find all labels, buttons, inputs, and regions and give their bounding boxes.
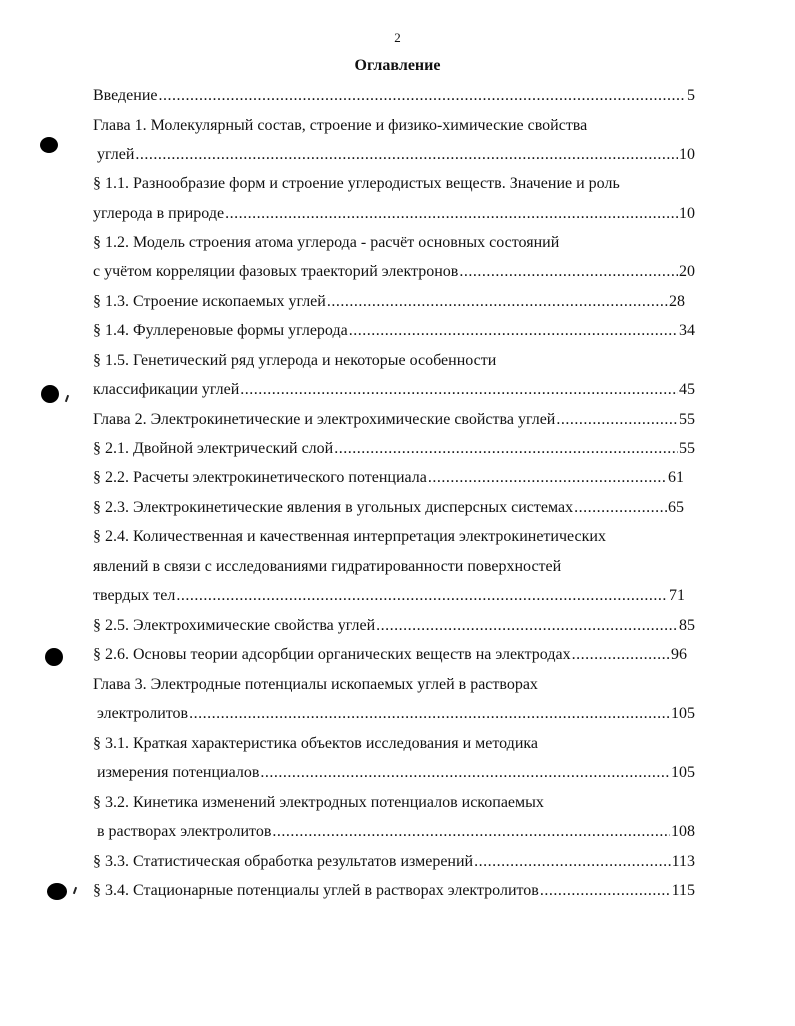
toc-section-1-5-heading bbox=[93, 350, 695, 372]
toc-entry-page: 96 bbox=[671, 646, 687, 663]
scan-mark bbox=[65, 395, 69, 402]
toc-section-3-3 bbox=[93, 851, 695, 873]
toc-entry-text: § 2.1. Двойной электрический слой bbox=[93, 440, 334, 457]
toc-entry-page: 10 bbox=[679, 205, 695, 222]
toc-entry-text: § 3.2. Кинетика изменений электродных потенциалов ископаемых bbox=[93, 794, 544, 811]
dot-leader bbox=[159, 85, 687, 107]
dot-leader bbox=[574, 497, 667, 519]
toc-chapter-1-page-line bbox=[97, 144, 695, 166]
toc-chapter-1-heading bbox=[93, 115, 695, 137]
page-title: Оглавление bbox=[354, 57, 441, 74]
toc-entry-text: Глава 2. Электрокинетические и электрохимические свойства углей bbox=[93, 411, 556, 428]
dot-leader bbox=[272, 821, 670, 843]
toc-entry-text: в растворах электролитов bbox=[97, 823, 272, 840]
toc-chapter-3-page-line bbox=[97, 703, 695, 725]
toc-section-2-4-page-line bbox=[93, 585, 685, 607]
toc-entry-page: 71 bbox=[669, 587, 685, 604]
binder-hole-mark bbox=[47, 883, 67, 900]
toc-entry-text: явлений в связи с исследованиями гидратированности поверхностей bbox=[93, 558, 562, 575]
dot-leader bbox=[327, 291, 668, 313]
toc-entry-page: 65 bbox=[668, 499, 684, 516]
dot-leader bbox=[260, 762, 670, 784]
toc-section-1-1-heading bbox=[93, 173, 695, 195]
dot-leader bbox=[572, 644, 670, 666]
toc-entry-text: § 2.3. Электрокинетические явления в угольных дисперсных системах bbox=[93, 499, 574, 516]
dot-leader bbox=[556, 409, 678, 431]
page-number: 2 bbox=[394, 30, 401, 45]
toc-entry-text: § 1.2. Модель строения атома углерода - расчёт основных состояний bbox=[93, 234, 560, 251]
toc-entry-text: § 1.5. Генетический ряд углерода и некоторые особенности bbox=[93, 352, 497, 369]
toc-entry-page: 113 bbox=[671, 853, 695, 870]
dot-leader bbox=[376, 615, 678, 637]
toc-entry-page: 34 bbox=[679, 322, 695, 339]
toc-section-1-4 bbox=[93, 320, 695, 342]
toc-entry-page: 55 bbox=[679, 440, 695, 457]
dot-leader bbox=[428, 467, 667, 489]
toc-entry-page: 55 bbox=[679, 411, 695, 428]
toc-entry-text: § 2.2. Расчеты электрокинетического потенциала bbox=[93, 469, 427, 486]
dot-leader bbox=[176, 585, 668, 607]
toc-section-3-4 bbox=[93, 880, 695, 902]
toc-section-3-2-page-line bbox=[97, 821, 695, 843]
toc-entry-text: измерения потенциалов bbox=[97, 764, 260, 781]
scan-mark bbox=[73, 887, 77, 894]
toc-section-1-2-heading bbox=[93, 232, 695, 254]
toc-section-2-5 bbox=[93, 615, 695, 637]
toc-section-2-6 bbox=[93, 644, 687, 666]
toc-entry-introduction bbox=[93, 85, 695, 107]
toc-entry-page: 20 bbox=[679, 263, 695, 280]
toc-section-1-3 bbox=[93, 291, 685, 313]
toc-section-1-2-page-line bbox=[93, 261, 695, 283]
dot-leader bbox=[349, 320, 678, 342]
toc-section-3-2-heading bbox=[93, 792, 695, 814]
toc-entry-text: § 3.4. Стационарные потенциалы углей в растворах электролитов bbox=[93, 882, 539, 899]
toc-entry-page: 5 bbox=[687, 87, 695, 104]
toc-entry-page: 28 bbox=[669, 293, 685, 310]
toc-entry-text: § 2.6. Основы теории адсорбции органических веществ на электродах bbox=[93, 646, 571, 663]
toc-entry-text: с учётом корреляции фазовых траекторий электронов bbox=[93, 263, 459, 280]
binder-hole-mark bbox=[40, 137, 58, 153]
toc-entry-text: § 3.1. Краткая характеристика объектов исследования и методика bbox=[93, 735, 539, 752]
toc-entry-text: § 3.3. Статистическая обработка результатов измерений bbox=[93, 853, 474, 870]
toc-section-2-2 bbox=[93, 467, 684, 489]
toc-entry-text: твердых тел bbox=[93, 587, 176, 604]
toc-section-2-4-continued bbox=[93, 556, 695, 578]
toc-section-1-5-page-line bbox=[93, 379, 695, 401]
toc-entry-text: § 2.4. Количественная и качественная интерпретация электрокинетических bbox=[93, 528, 606, 545]
toc-entry-page: 105 bbox=[671, 705, 695, 722]
binder-hole-mark bbox=[41, 385, 59, 403]
dot-leader bbox=[225, 203, 678, 225]
toc-entry-page: 61 bbox=[668, 469, 684, 486]
toc-entry-text: углей bbox=[97, 146, 135, 163]
toc-section-1-1-page-line bbox=[93, 203, 695, 225]
dot-leader bbox=[189, 703, 670, 725]
toc-entry-text: Введение bbox=[93, 87, 158, 104]
toc-entry-text: Глава 3. Электродные потенциалы ископаемых углей в растворах bbox=[93, 676, 538, 693]
dot-leader bbox=[135, 144, 678, 166]
dot-leader bbox=[459, 261, 678, 283]
toc-entry-page: 115 bbox=[671, 882, 695, 899]
toc-chapter-3-heading bbox=[93, 674, 695, 696]
toc-entry-page: 10 bbox=[679, 146, 695, 163]
toc-entry-page: 108 bbox=[671, 823, 695, 840]
toc-entry-text: электролитов bbox=[97, 705, 189, 722]
toc-entry-text: углерода в природе bbox=[93, 205, 225, 222]
binder-hole-mark bbox=[45, 648, 63, 666]
toc-section-2-4-heading bbox=[93, 526, 695, 548]
dot-leader bbox=[334, 438, 678, 460]
toc-entry-text: Глава 1. Молекулярный состав, строение и физико-химические свойства bbox=[93, 117, 588, 134]
toc-entry-text: § 1.3. Строение ископаемых углей bbox=[93, 293, 326, 310]
toc-section-3-1-page-line bbox=[97, 762, 695, 784]
toc-section-2-3 bbox=[93, 497, 684, 519]
toc-entry-text: § 1.1. Разнообразие форм и строение углеродистых веществ. Значение и роль bbox=[93, 175, 620, 192]
toc-chapter-2 bbox=[93, 409, 695, 431]
toc-entry-text: § 2.5. Электрохимические свойства углей bbox=[93, 617, 376, 634]
dot-leader bbox=[540, 880, 671, 902]
dot-leader bbox=[240, 379, 678, 401]
toc-entry-page: 85 bbox=[679, 617, 695, 634]
toc-entry-page: 105 bbox=[671, 764, 695, 781]
dot-leader bbox=[474, 851, 670, 873]
toc-entry-text: § 1.4. Фуллереновые формы углерода bbox=[93, 322, 348, 339]
toc-section-2-1 bbox=[93, 438, 695, 460]
toc-entry-text: классификации углей bbox=[93, 381, 240, 398]
toc-entry-page: 45 bbox=[679, 381, 695, 398]
toc-section-3-1-heading bbox=[93, 733, 695, 755]
